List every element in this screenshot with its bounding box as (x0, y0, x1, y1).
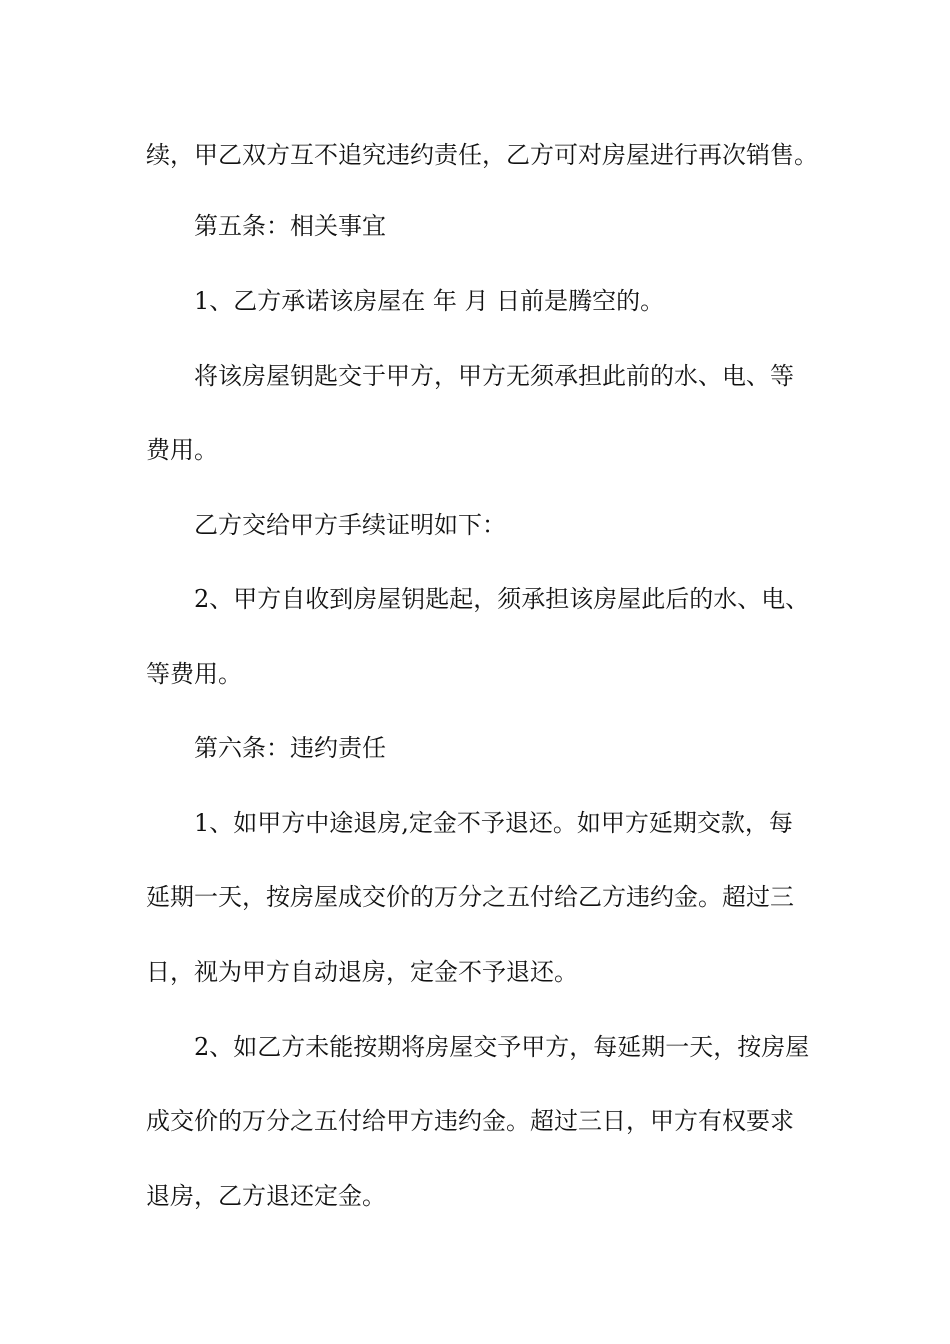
text-line: 等费用。 (146, 660, 242, 688)
text-line: 退房，乙方退还定金。 (146, 1182, 386, 1210)
text-line: 日，视为甲方自动退房，定金不予退还。 (146, 958, 578, 986)
text-line: 1、如甲方中途退房,定金不予退还。如甲方延期交款，每 (194, 809, 793, 837)
text-line: 将该房屋钥匙交于甲方，甲方无须承担此前的水、电、等 (194, 362, 794, 390)
text-line: 成交价的万分之五付给甲方违约金。超过三日，甲方有权要求 (146, 1107, 794, 1135)
text-line: 延期一天，按房屋成交价的万分之五付给乙方违约金。超过三 (146, 883, 794, 911)
text-line: 1、乙方承诺该房屋在 年 月 日前是腾空的。 (194, 287, 665, 315)
text-line: 续，甲乙双方互不追究违约责任，乙方可对房屋进行再次销售。 (146, 141, 818, 169)
text-line: 2、如乙方未能按期将房屋交予甲方，每延期一天，按房屋 (194, 1033, 810, 1061)
section-heading: 第六条：违约责任 (194, 734, 386, 762)
text-line: 2、甲方自收到房屋钥匙起，须承担该房屋此后的水、电、 (194, 585, 810, 613)
section-heading: 第五条：相关事宜 (194, 212, 386, 240)
text-line: 乙方交给甲方手续证明如下： (194, 511, 506, 539)
text-line: 费用。 (146, 436, 218, 464)
